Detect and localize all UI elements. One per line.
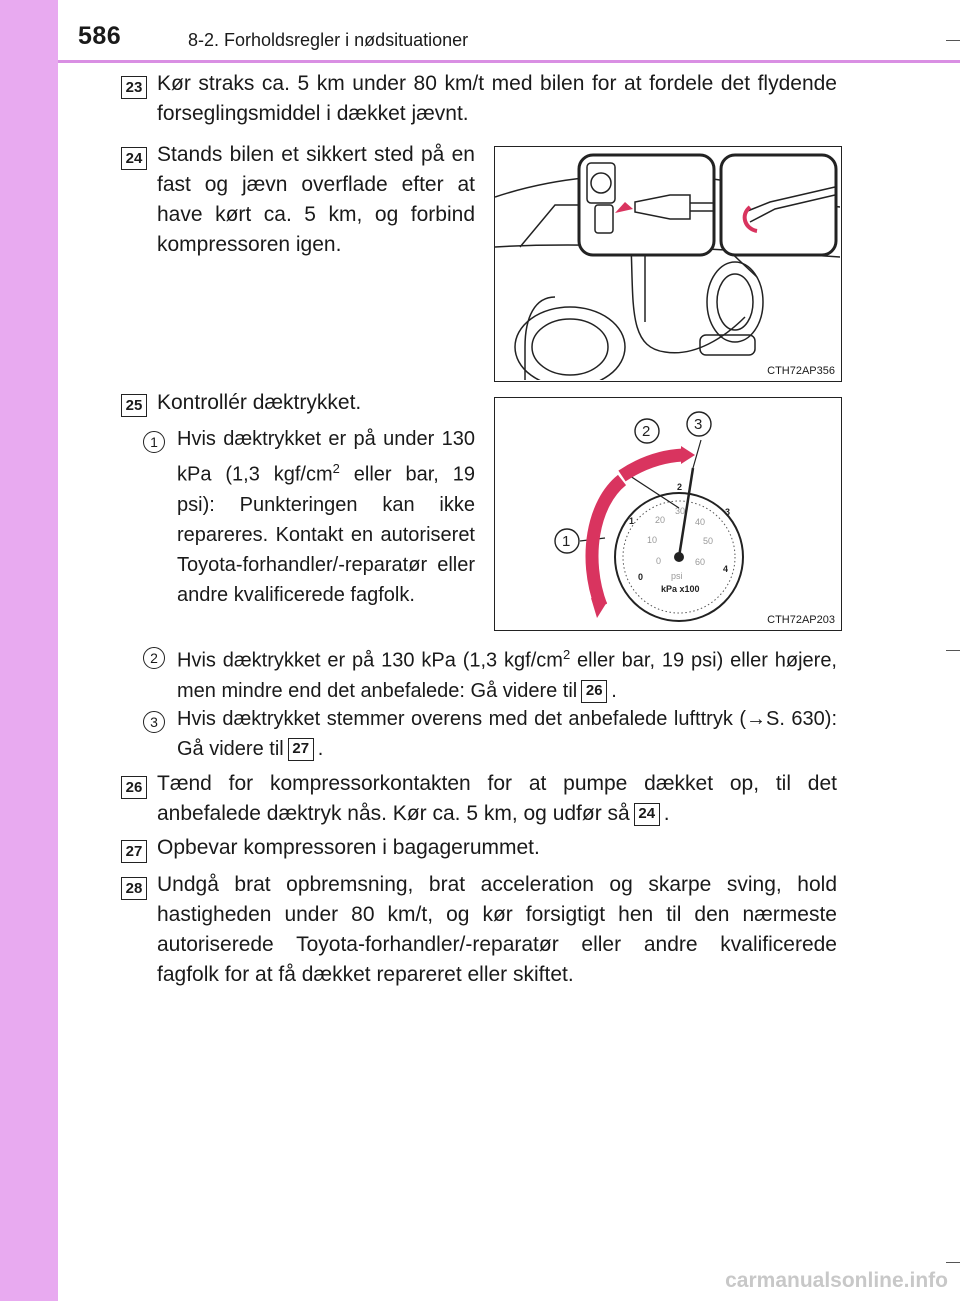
step-reference[interactable]: 27 <box>288 738 314 761</box>
step-text-25: Kontrollér dæktrykket. <box>157 391 362 414</box>
step-text-23: Kør straks ca. 5 km under 80 km/t med bilen for at fordele det flydende forseglingsmiddel i dækket jævnt. <box>157 72 837 125</box>
step-text-26: Tænd for kompressorkontakten for at pumpe dækket op, til det anbefalede dæktryk nås. Kør ca. 5 km, og udfør så 24 . <box>157 772 837 825</box>
step-number-23: 23 <box>121 76 147 99</box>
gauge-outer-tick: 0 <box>638 572 644 582</box>
step-reference[interactable]: 26 <box>581 680 607 703</box>
gauge-inner-tick: 0 <box>656 556 662 566</box>
watermark: carmanualsonline.info <box>725 1269 948 1292</box>
svg-text:2: 2 <box>642 423 651 440</box>
gauge-unit-psi: psi <box>671 571 683 581</box>
pressure-gauge-illustration <box>495 398 840 629</box>
gauge-unit-kpa: kPa x100 <box>661 584 700 594</box>
substep-text-2: Hvis dæktrykket er på 130 kPa (1,3 kgf/$cm^2$ eller bar, 19 psi) eller højere, men mindre end det anbefalede: Gå videre til 26 . <box>177 647 837 702</box>
step-text-24: Stands bilen et sikkert sted på en fast og jævn overflade efter at have kørt ca. 5 km, og forbind kompressoren igen. <box>157 143 475 256</box>
gauge-inner-tick: 10 <box>647 535 658 545</box>
gauge-inner-tick: 30 <box>675 506 686 516</box>
svg-text:1: 1 <box>562 533 571 550</box>
figure-code: CTH72AP356 <box>767 365 835 377</box>
crop-mark <box>946 1262 960 1263</box>
step-number-26: 26 <box>121 776 147 799</box>
step-number-28: 28 <box>121 877 147 900</box>
gauge-inner-tick: 60 <box>695 557 706 567</box>
substep-number-2: 2 <box>143 647 165 669</box>
compressor-figure <box>494 146 842 382</box>
crop-mark <box>946 40 960 41</box>
svg-text:3: 3 <box>694 416 703 433</box>
gauge-outer-tick: 1 <box>629 516 635 526</box>
gauge-inner-tick: 40 <box>695 517 706 527</box>
gauge-figure <box>494 397 842 631</box>
step-number-27: 27 <box>121 840 147 863</box>
range-2-arrow <box>622 455 683 476</box>
compressor-illustration <box>495 147 840 380</box>
gauge-inner-tick: 20 <box>655 515 666 525</box>
page-number: 586 <box>78 22 122 50</box>
gauge-outer-tick: 2 <box>677 482 683 492</box>
substep-text-1: Hvis dæktrykket er på under 130 kPa (1,3 kgf/$cm^2$ eller bar, 19 psi): Punkteringen kan ikke repareres. Kontakt en autoriseret Toyota-forhandler/-reparatør eller andre kvalificerede fagfolk. <box>177 428 475 606</box>
step-number-24: 24 <box>121 147 147 170</box>
valve-callout <box>721 155 836 255</box>
substep-number-3: 3 <box>143 711 165 733</box>
step-number-25: 25 <box>121 394 147 417</box>
figure-code: CTH72AP203 <box>767 614 835 626</box>
step-text-28: Undgå brat opbremsning, brat acceleration og skarpe sving, hold hastigheden under 80 km/t, og kør forsigtigt hen til den nærmeste autoriserede Toyota-forhandler/-reparatør eller andre kvalificerede fagfolk for at få dækket repareret eller skiftet. <box>157 873 837 986</box>
crop-mark <box>946 650 960 651</box>
step-text-27: Opbevar kompressoren i bagagerummet. <box>157 836 540 859</box>
section-title: 8-2. Forholdsregler i nødsituationer <box>188 30 469 50</box>
page-sidebar <box>0 0 58 1301</box>
gauge-inner-tick: 50 <box>703 536 714 546</box>
substep-text-3: Hvis dæktrykket stemmer overens med det anbefalede lufttryk (→S. 630): Gå videre til 27 . <box>177 708 837 760</box>
substep-number-1: 1 <box>143 431 165 453</box>
step-reference[interactable]: 24 <box>634 803 660 826</box>
gauge-outer-tick: 4 <box>723 564 729 574</box>
header-rule <box>58 60 960 63</box>
gauge-outer-tick: 3 <box>725 507 731 517</box>
